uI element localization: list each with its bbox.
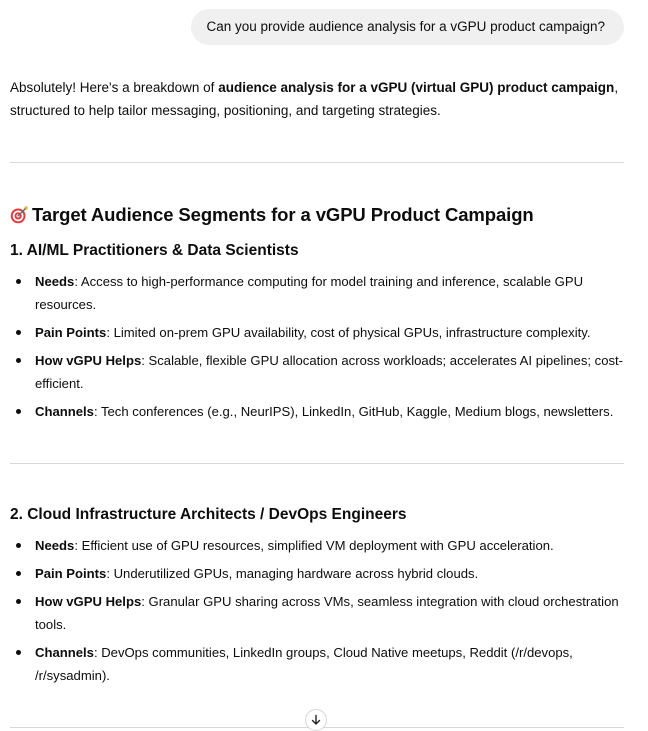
target-icon bbox=[10, 206, 28, 224]
bullet-text: : Scalable, flexible GPU allocation across workloads; accelerates AI pipelines; cost-efficient. bbox=[35, 353, 624, 391]
intro-bold: audience analysis for a vGPU (virtual GPU) product campaign bbox=[218, 80, 615, 95]
bullet-label: Channels bbox=[35, 404, 94, 419]
section-heading bbox=[10, 203, 534, 227]
segment-1-title: 1. AI/ML Practitioners & Data Scientists bbox=[10, 242, 299, 259]
bullet-text: : Efficient use of GPU resources, simplified VM deployment with GPU acceleration. bbox=[74, 538, 554, 553]
bullet-text: : Access to high-performance computing for model training and inference, scalable GPU resources. bbox=[35, 274, 584, 312]
bullet-text: : Granular GPU sharing across VMs, seamless integration with cloud orchestration tools. bbox=[35, 594, 619, 632]
bullet-label: Channels bbox=[35, 645, 94, 660]
segment-2-bullets bbox=[10, 534, 624, 692]
list-item bbox=[10, 641, 624, 687]
bullet-text: : Tech conferences (e.g., NeurIPS), LinkedIn, GitHub, Kaggle, Medium blogs, newsletters. bbox=[93, 404, 614, 419]
assistant-response-intro bbox=[10, 76, 624, 122]
divider bbox=[10, 463, 624, 464]
bullet-label: How vGPU Helps bbox=[35, 353, 142, 368]
bullet-label: Needs bbox=[35, 538, 75, 553]
scroll-to-bottom-button[interactable] bbox=[305, 709, 327, 731]
user-message-text: Can you provide audience analysis for a vGPU product campaign? bbox=[206, 19, 605, 34]
list-item bbox=[10, 534, 624, 557]
list-item bbox=[10, 321, 624, 344]
list-item bbox=[10, 590, 624, 636]
list-item bbox=[10, 270, 624, 316]
bullet-text: : Underutilized GPUs, managing hardware across hybrid clouds. bbox=[106, 566, 479, 581]
segment-1-bullets bbox=[10, 270, 624, 428]
arrow-down-icon bbox=[310, 714, 322, 726]
intro-prefix: Absolutely! Here's a breakdown of bbox=[10, 80, 219, 95]
intro-suffix: , structured to help tailor messaging, positioning, and targeting strategies. bbox=[10, 80, 619, 118]
divider bbox=[10, 162, 624, 163]
bullet-text: : DevOps communities, LinkedIn groups, Cloud Native meetups, Reddit (/r/devops, /r/sysadmin). bbox=[35, 645, 573, 683]
list-item bbox=[10, 562, 624, 585]
intro-paragraph bbox=[10, 76, 624, 122]
list-item bbox=[10, 349, 624, 395]
bullet-text: : Limited on-prem GPU availability, cost of physical GPUs, infrastructure complexity. bbox=[106, 325, 591, 340]
bullet-label: Pain Points bbox=[35, 566, 107, 581]
bullet-label: How vGPU Helps bbox=[35, 594, 142, 609]
bullet-label: Needs bbox=[35, 274, 75, 289]
section-heading-text: Target Audience Segments for a vGPU Product Campaign bbox=[32, 204, 534, 225]
segment-2-title: 2. Cloud Infrastructure Architects / DevOps Engineers bbox=[10, 506, 407, 523]
bullet-label: Pain Points bbox=[35, 325, 107, 340]
user-message-bubble bbox=[191, 9, 624, 45]
list-item bbox=[10, 400, 624, 423]
